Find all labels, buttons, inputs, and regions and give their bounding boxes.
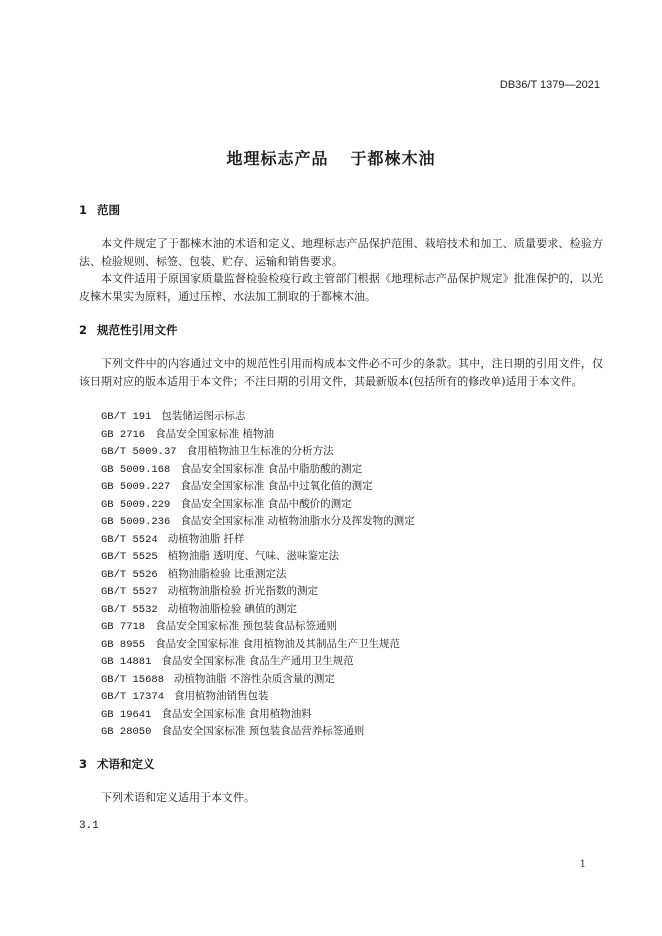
subclause-3-1: 3.1 [79,820,99,832]
reference-code: GB 2716 [101,428,146,441]
reference-item [101,408,601,426]
reference-title: 植物油脂 透明度、气味、滋味鉴定法 [167,550,340,562]
reference-list [101,408,601,741]
reference-item [101,653,601,671]
reference-item [101,461,601,479]
section-1-paragraph-2: 本文件适用于原国家质量监督检验检疫行政主管部门根据《地理标志产品保护规定》批准保护的，以光皮棶木果实为原料，通过压榨、水法加工制取的于都棶木油。 [79,272,603,303]
title-part1: 地理标志产品 [226,149,329,168]
reference-title: 植物油脂检验 比重测定法 [167,567,287,580]
reference-code: GB/T 191 [101,411,152,423]
reference-title: 食品安全国家标准 预包装食品标签通则 [155,620,337,632]
reference-item [101,513,601,531]
section-1-heading [79,202,120,218]
reference-item [101,443,601,461]
reference-title: 食品安全国家标准 食品中过氧化值的测定 [180,480,373,492]
section-2-heading [79,322,178,338]
reference-title: 食品安全国家标准 动植物油脂水分及挥发物的测定 [180,515,415,527]
reference-code: GB 5009.236 [101,516,171,528]
reference-code: GB/T 5526 [101,568,158,581]
reference-item [101,583,601,601]
section-1-title: 范围 [97,203,120,217]
section-3-number: 3 [79,757,88,771]
reference-title: 食品安全国家标准 食品生产通用卫生规范 [161,655,354,667]
reference-item [101,426,601,444]
reference-title: 食品安全国家标准 食用植物油及其制品生产卫生规范 [155,637,400,650]
section-2-intro: 下列文件中的内容通过文中的规范性引用而构成本文件必不可少的条款。其中，注日期的引用文件，仅该日期对应的版本适用于本文件；不注日期的引用文件，其最新版本(包括所有的修改单)适用于本文件。 [79,357,603,388]
reference-code: GB/T 5524 [101,533,158,546]
reference-code: GB 8955 [101,638,146,651]
section-3-heading [79,756,155,772]
reference-item [101,496,601,514]
reference-title: 食品安全国家标准 食品中脂肪酸的测定 [180,462,363,475]
reference-item [101,671,601,689]
reference-code: GB/T 5525 [101,551,158,563]
reference-code: GB/T 17374 [101,691,165,703]
reference-code: GB 5009.168 [101,463,171,476]
reference-title: 动植物油脂 扦样 [167,532,245,545]
reference-item [101,688,601,706]
reference-item [101,478,601,496]
standard-code: DB36/T 1379—2021 [499,79,600,91]
reference-item [101,566,601,584]
reference-code: GB 5009.229 [101,498,171,511]
section-2-number: 2 [79,323,88,337]
reference-title: 食用植物油卫生标准的分析方法 [186,445,334,457]
reference-item [101,723,601,741]
reference-title: 食品安全国家标准 食用植物油料 [161,707,312,720]
reference-title: 包装储运图示标志 [161,410,246,422]
title-part2: 于都棶木油 [350,149,436,168]
reference-code: GB 7718 [101,621,146,633]
section-3-intro: 下列术语和定义适用于本文件。 [101,791,255,804]
reference-item [101,618,601,636]
reference-item [101,531,601,549]
reference-title: 动植物油脂检验 碘值的测定 [167,602,298,615]
reference-title: 动植物油脂 不溶性杂质含量的测定 [174,672,335,685]
reference-item [101,636,601,654]
reference-item [101,601,601,619]
reference-title: 食品安全国家标准 植物油 [155,427,274,440]
reference-title: 食用植物油销售包装 [174,690,269,702]
document-title [0,146,662,169]
reference-code: GB/T 5532 [101,603,158,616]
section-2-title: 规范性引用文件 [97,323,178,337]
reference-code: GB 19641 [101,708,152,721]
reference-item [101,706,601,724]
reference-title: 动植物油脂检验 折光指数的测定 [167,585,319,597]
reference-title: 食品安全国家标准 预包装食品营养标签通则 [161,725,365,737]
section-1-paragraph-1: 本文件规定了于都棶木油的术语和定义、地理标志产品保护范围、栽培技术和加工、质量要求、检验方法、检验规则、标签、包装、贮存、运输和销售要求。 [79,237,603,268]
reference-code: GB 5009.227 [101,481,171,493]
reference-code: GB 14881 [101,656,152,668]
reference-code: GB/T 5009.37 [101,446,177,458]
reference-code: GB 28050 [101,726,152,738]
page-number: 1 [579,859,586,870]
reference-item [101,548,601,566]
reference-title: 食品安全国家标准 食品中酸价的测定 [180,497,352,510]
reference-code: GB/T 15688 [101,673,165,686]
reference-code: GB/T 5527 [101,586,158,598]
section-3-title: 术语和定义 [97,757,155,771]
section-1-number: 1 [79,203,88,217]
